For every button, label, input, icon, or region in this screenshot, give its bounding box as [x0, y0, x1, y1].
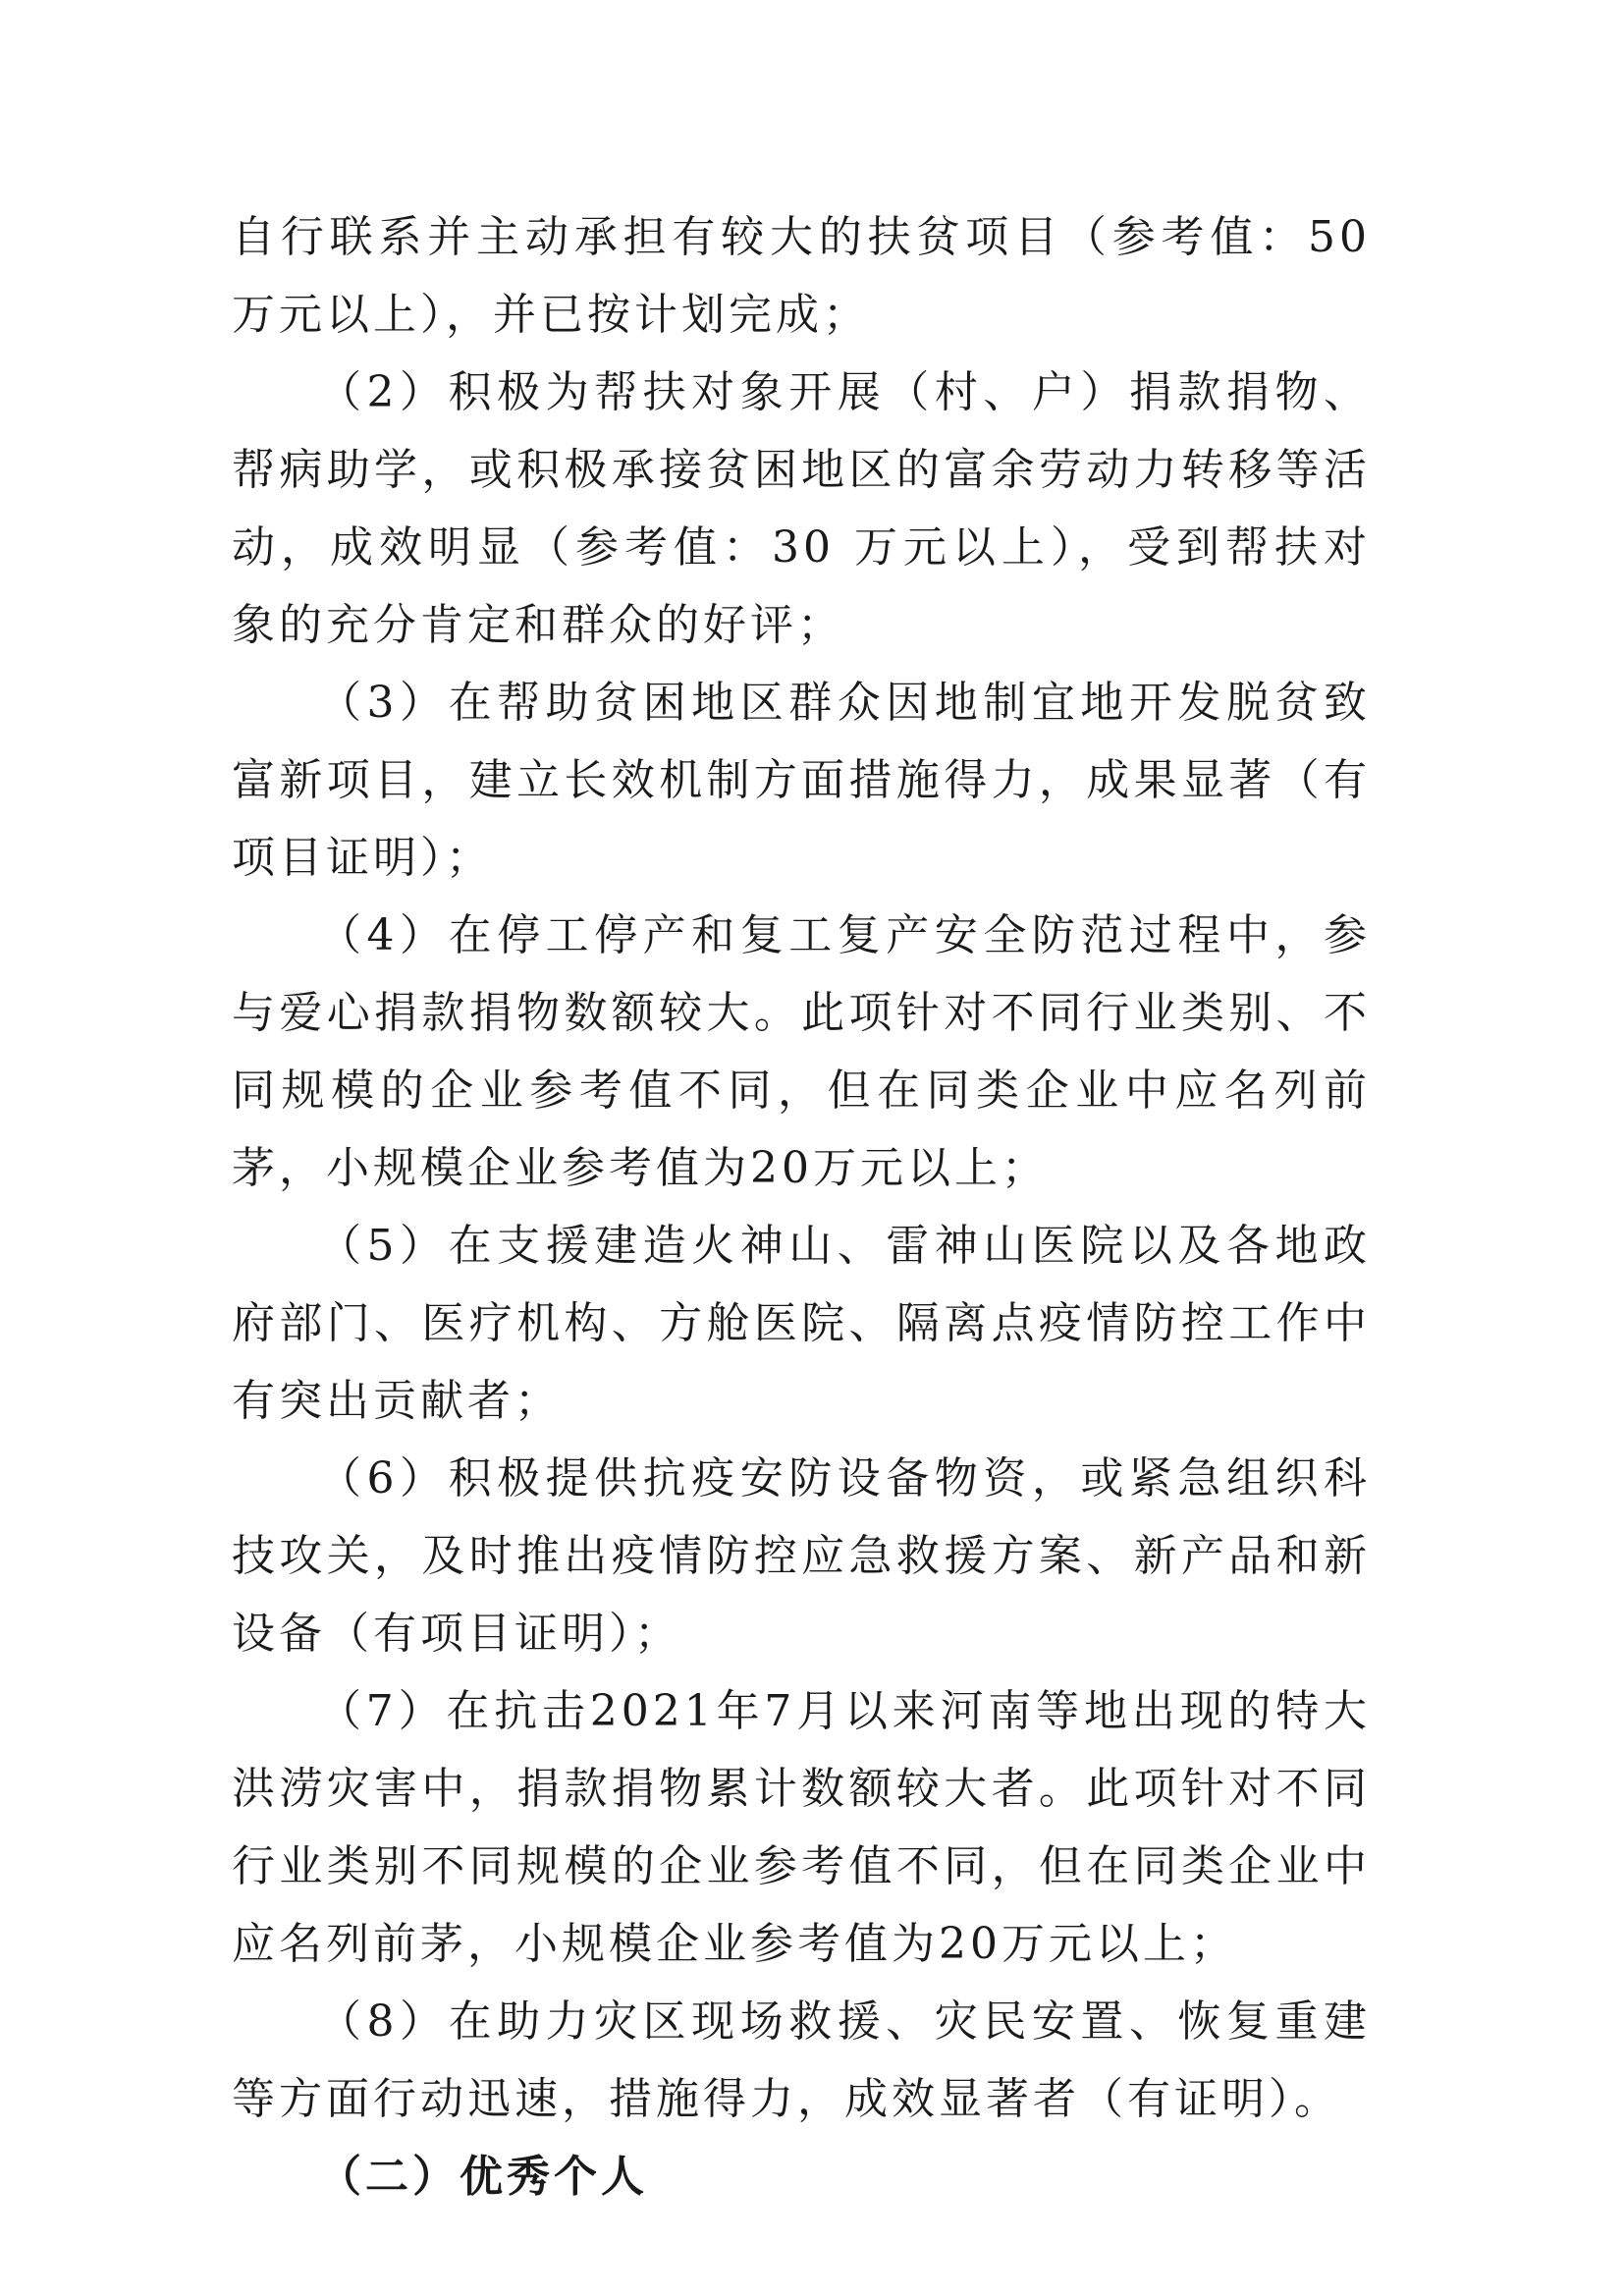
paragraph-item-2: （2）积极为帮扶对象开展（村、户）捐款捐物、帮病助学，或积极承接贫困地区的富余劳动力转移等活动，成效明显（参考值：30 万元以上），受到帮扶对象的充分肯定和群众的好评； [232, 367, 1371, 650]
paragraph-item-8: （8）在助力灾区现场救援、灾民安置、恢复重建等方面行动迅速，措施得力，成效显著者（有证明）。 [232, 1996, 1371, 2124]
paragraph-continuation: 自行联系并主动承担有较大的扶贫项目（参考值：50万元以上），并已按计划完成； [232, 212, 1371, 340]
paragraph-item-6: （6）积极提供抗疫安防设备物资，或紧急组织科技攻关，及时推出疫情防控应急救援方案、新产品和新设备（有项目证明）； [232, 1453, 1371, 1659]
paragraph-item-5: （5）在支援建造火神山、雷神山医院以及各地政府部门、医疗机构、方舱医院、隔离点疫情防控工作中有突出贡献者； [232, 1221, 1371, 1426]
document-body [232, 198, 1371, 2215]
paragraph-item-4: （4）在停工停产和复工复产安全防范过程中，参与爱心捐款捐物数额较大。此项针对不同行业类别、不同规模的企业参考值不同，但在同类企业中应名列前茅，小规模企业参考值为20万元以上； [232, 910, 1371, 1193]
section-heading: （二）优秀个人 [318, 2152, 648, 2202]
paragraph-item-7: （7）在抗击2021年7月以来河南等地出现的特大洪涝灾害中，捐款捐物累计数额较大者。此项针对不同行业类别不同规模的企业参考值不同，但在同类企业中应名列前茅，小规模企业参考值为20万元以上； [232, 1686, 1371, 1969]
paragraph-item-3: （3）在帮助贫困地区群众因地制宜地开发脱贫致富新项目，建立长效机制方面措施得力，成果显著（有项目证明）； [232, 678, 1371, 883]
